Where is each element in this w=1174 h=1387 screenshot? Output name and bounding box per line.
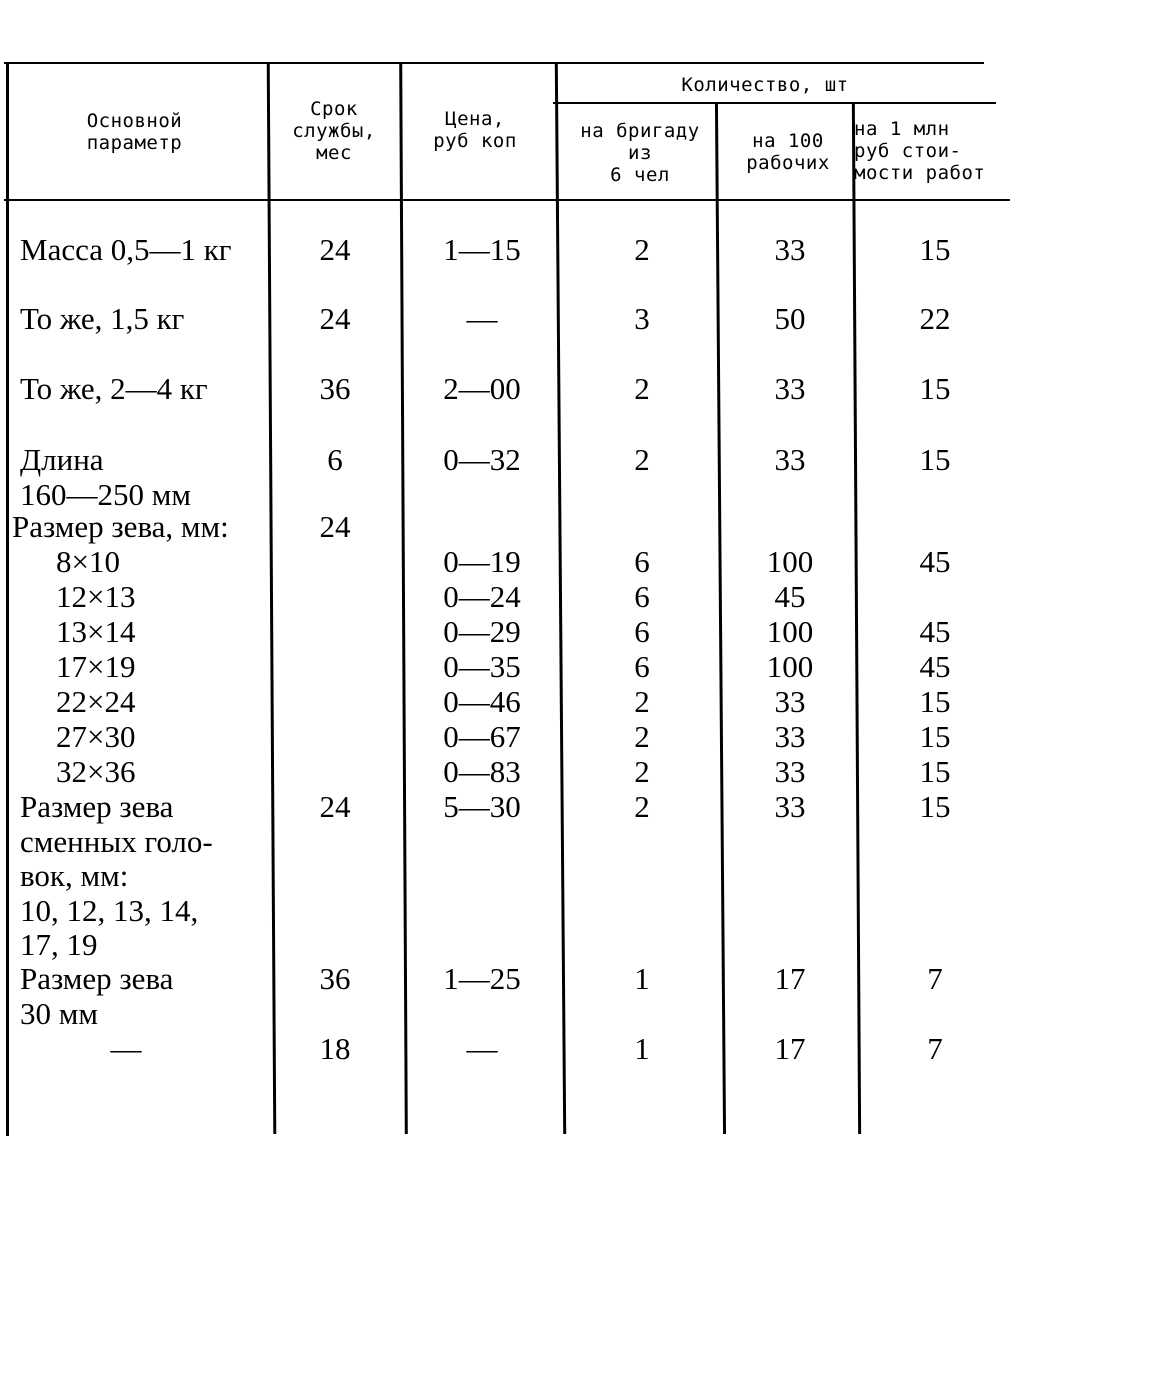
row-param: 12×13	[56, 579, 136, 614]
row-brigade: 1	[634, 961, 650, 996]
row-price: 0—32	[443, 442, 521, 477]
row-mln: 45	[919, 649, 951, 684]
row-life: 18	[319, 1031, 351, 1066]
row-brigade: 6	[634, 544, 650, 579]
header-per-million-rub: на 1 млн руб стои- мости работ	[854, 118, 986, 184]
row-w100: 33	[774, 232, 806, 267]
row-param: —	[110, 1031, 142, 1066]
row-brigade: 1	[634, 1031, 650, 1066]
row-price: —	[466, 301, 498, 336]
row-price: 2—00	[443, 371, 521, 406]
row-mln: 15	[919, 371, 951, 406]
row-price: 0—35	[443, 649, 521, 684]
top-rule	[4, 62, 984, 64]
row-brigade: 3	[634, 301, 650, 336]
header-bottom-rule	[4, 199, 1010, 201]
row-param: 27×30	[56, 719, 136, 754]
column-rule	[6, 62, 9, 1136]
row-w100: 17	[774, 1031, 806, 1066]
row-brigade: 6	[634, 614, 650, 649]
row-w100: 100	[766, 649, 814, 684]
row-param-line: Размер зева	[20, 961, 174, 996]
row-brigade: 2	[634, 719, 650, 754]
row-param: То же, 2—4 кг	[20, 371, 208, 406]
row-w100: 33	[774, 442, 806, 477]
row-param-line: 160—250 мм	[20, 476, 191, 512]
row-brigade: 2	[634, 232, 650, 267]
row-mln: 15	[919, 754, 951, 789]
row-w100: 45	[774, 579, 806, 614]
header-per-brigade: на бригаду из 6 чел	[580, 120, 700, 186]
row-mln: 7	[927, 1031, 943, 1066]
row-life: 24	[319, 301, 351, 336]
row-life: 24	[319, 789, 351, 824]
row-param: 8×10	[56, 544, 120, 579]
row-mln: 15	[919, 232, 951, 267]
row-w100: 33	[774, 371, 806, 406]
column-rule	[399, 62, 408, 1134]
header-per-100-workers: на 100 рабочих	[746, 130, 830, 174]
column-rule	[555, 62, 566, 1134]
row-param: 32×36	[56, 754, 136, 789]
row-mln: 22	[919, 301, 951, 336]
row-param-line: Длина	[20, 442, 104, 477]
row-brigade: 2	[634, 754, 650, 789]
row-price: 0—67	[443, 719, 521, 754]
row-life: 24	[319, 232, 351, 267]
row-param-line: сменных голо-	[20, 823, 213, 859]
row-w100: 100	[766, 544, 814, 579]
header-quantity: Количество, шт	[681, 74, 849, 96]
row-mln: 7	[927, 961, 943, 996]
row-mln: 15	[919, 442, 951, 477]
column-rule	[267, 62, 277, 1134]
row-brigade: 6	[634, 579, 650, 614]
row-brigade: 2	[634, 789, 650, 824]
row-w100: 17	[774, 961, 806, 996]
row-w100: 33	[774, 719, 806, 754]
row-life: 6	[327, 442, 343, 477]
row-price: 0—19	[443, 544, 521, 579]
row-w100: 33	[774, 754, 806, 789]
row-param: 13×14	[56, 614, 136, 649]
row-param-line: 10, 12, 13, 14,	[20, 892, 199, 928]
row-mln: 45	[919, 614, 951, 649]
row-brigade: 2	[634, 442, 650, 477]
row-mln: 15	[919, 789, 951, 824]
header-service-life: Срок службы, мес	[292, 98, 376, 164]
row-param: Размер зева, мм:	[12, 509, 229, 544]
row-param-line: 30 мм	[20, 995, 98, 1031]
header-price: Цена, руб коп	[433, 108, 517, 152]
row-mln: 15	[919, 719, 951, 754]
row-param: Масса 0,5—1 кг	[20, 232, 232, 267]
row-life: 24	[319, 509, 351, 544]
row-price: 0—29	[443, 614, 521, 649]
row-param: 17×19	[56, 649, 136, 684]
row-life: 36	[319, 371, 351, 406]
row-price: 0—46	[443, 684, 521, 719]
row-price: 5—30	[443, 789, 521, 824]
row-mln: 15	[919, 684, 951, 719]
row-brigade: 2	[634, 684, 650, 719]
row-brigade: 2	[634, 371, 650, 406]
quantity-subheader-rule	[553, 102, 996, 104]
row-price: 0—83	[443, 754, 521, 789]
row-param: 22×24	[56, 684, 136, 719]
row-param-line: Размер зева	[20, 789, 174, 824]
row-price: 0—24	[443, 579, 521, 614]
row-w100: 100	[766, 614, 814, 649]
row-price: 1—25	[443, 961, 521, 996]
row-w100: 33	[774, 789, 806, 824]
row-w100: 50	[774, 301, 806, 336]
row-w100: 33	[774, 684, 806, 719]
row-param-line: 17, 19	[20, 927, 98, 962]
row-life: 36	[319, 961, 351, 996]
row-param-line: вок, мм:	[20, 858, 129, 893]
row-price: 1—15	[443, 232, 521, 267]
row-price: —	[466, 1031, 498, 1066]
row-param: То же, 1,5 кг	[20, 301, 185, 336]
header-param: Основной параметр	[86, 110, 183, 154]
row-brigade: 6	[634, 649, 650, 684]
row-mln: 45	[919, 544, 951, 579]
